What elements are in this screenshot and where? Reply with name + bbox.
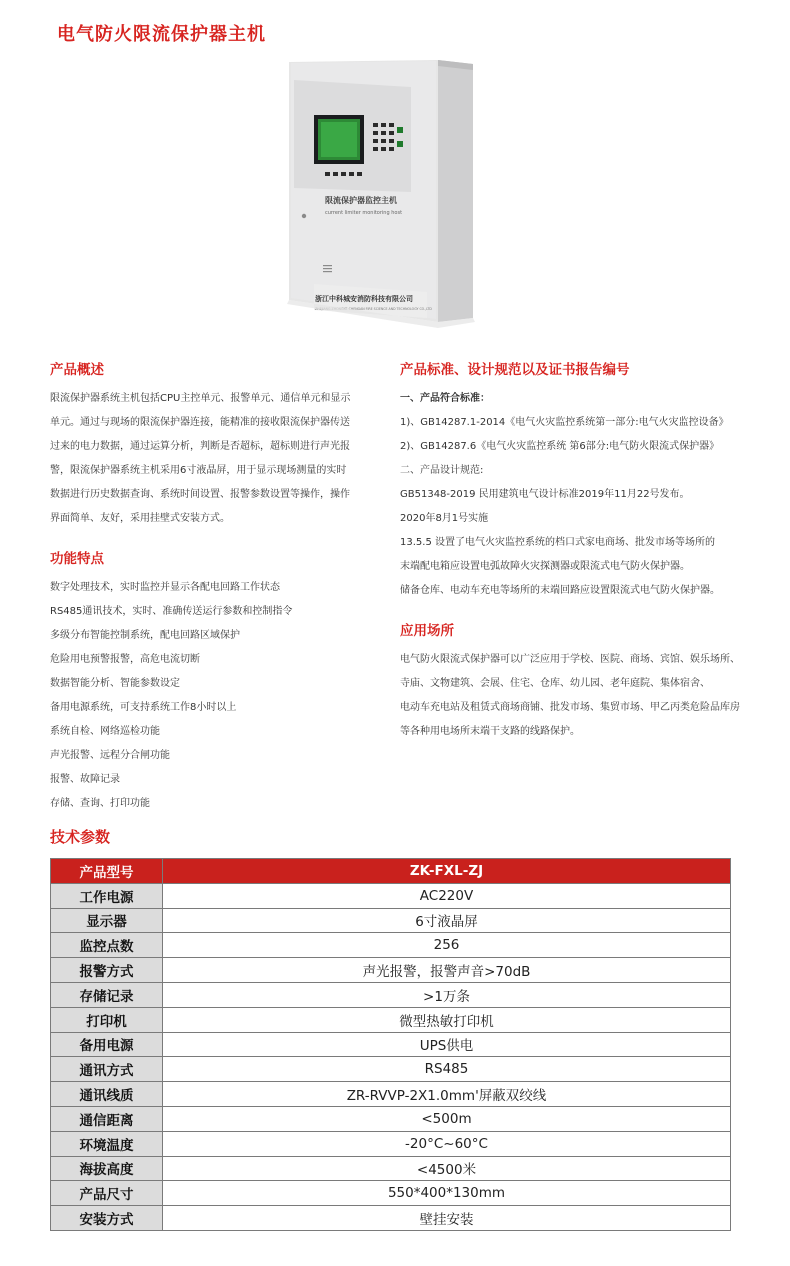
page-title: 电气防火限流保护器主机 [57,24,266,45]
spec-key: 通信距离 [51,1106,163,1131]
standards-line: 13.5.5 设置了电气火灾监控系统的档口式家电商场、批发市场等场所的 [400,537,715,548]
spec-key: 工作电源 [51,883,163,908]
applications-title: 应用场所 [400,623,454,639]
spec-value: RS485 [163,1057,731,1082]
overview-line: 警，限流保护器系统主机采用6寸液晶屏，用于显示现场测量的实时 [50,465,347,476]
spec-key: 备用电源 [51,1032,163,1057]
table-row [51,1057,731,1082]
spec-key: 通讯线质 [51,1082,163,1107]
table-row [51,1106,731,1131]
feature-item: 存储、查询、打印功能 [50,798,150,809]
applications-line: 电动车充电站及租赁式商场商铺、批发市场、集贸市场、甲乙丙类危险品库房 [400,702,740,713]
spec-key: 环境温度 [51,1131,163,1156]
spec-value: AC220V [163,883,731,908]
table-row [51,1032,731,1057]
spec-key: 产品型号 [51,859,163,884]
spec-key: 显示器 [51,908,163,933]
table-row [51,859,731,884]
features-list [50,576,370,816]
tech-title: 技术参数 [50,828,111,846]
table-row [51,1131,731,1156]
spec-value: 声光报警，报警声音>70dB [163,958,731,983]
spec-key: 存储记录 [51,982,163,1007]
standards-line: 2)、GB14287.6《电气火灾监控系统 第6部分:电气防火限流式保护器》 [400,441,720,452]
applications-text [400,648,760,744]
overview-title: 产品概述 [50,362,104,378]
table-row [51,1082,731,1107]
applications-line: 电气防火限流式保护器可以广泛应用于学校、医院、商场、宾馆、娱乐场所、 [400,654,740,665]
spec-value: ZK-FXL-ZJ [163,859,731,884]
table-row [51,1181,731,1206]
spec-value: -20°C~60°C [163,1131,731,1156]
right-column [400,358,760,744]
applications-line: 寺庙、文物建筑、会展、住宅、仓库、幼儿园、老年庭院、集体宿舍、 [400,678,710,689]
feature-item: 报警、故障记录 [50,774,120,785]
spec-value: UPS供电 [163,1032,731,1057]
feature-item: 数据智能分析、智能参数设定 [50,678,180,689]
overview-text [50,387,370,531]
spec-value: 微型热敏打印机 [163,1007,731,1032]
spec-key: 监控点数 [51,933,163,958]
feature-item: 备用电源系统，可支持系统工作8小时以上 [50,702,237,713]
standards-line: 一、产品符合标准： [400,393,490,404]
table-row [51,958,731,983]
standards-line: 末端配电箱应设置电弧故障火灾探测器或限流式电气防火保护器。 [400,561,690,572]
door-lock [302,214,306,218]
overview-line: 过来的电力数据，通过运算分析，判断是否超标，超标则进行声光报 [50,441,350,452]
table-row [51,1007,731,1032]
feature-item: 系统自检、网络巡检功能 [50,726,160,737]
standards-line: 2020年8月1号实施 [400,513,489,524]
spec-key: 安装方式 [51,1206,163,1231]
spec-value: 壁挂安装 [163,1206,731,1231]
spec-value: <500m [163,1106,731,1131]
table-row [51,908,731,933]
standards-line: 储备仓库、电动车充电等场所的末端回路应设置限流式电气防火保护器。 [400,585,720,596]
cabinet-side [438,60,473,322]
spec-value: 256 [163,933,731,958]
spec-value: 6寸液晶屏 [163,908,731,933]
feature-item: 声光报警、远程分合闸功能 [50,750,170,761]
overview-line: 界面简单、友好，采用挂壁式安装方式。 [50,513,230,524]
table-row [51,933,731,958]
table-row [51,1156,731,1181]
overview-line: 限流保护器系统主机包括CPU主控单元、报警单元、通信单元和显示 [50,393,351,404]
brand-plate-en: ZHEJIANG ZHONGKE CHENGAN FIRE SCIENCE AND TECHNOLOGY CO.,LTD [315,307,432,311]
spec-table [50,858,731,1231]
spec-value: 550*400*130mm [163,1181,731,1206]
spec-key: 打印机 [51,1007,163,1032]
spec-value: ZR-RVVP-2X1.0mm'屏蔽双绞线 [163,1082,731,1107]
features-title: 功能特点 [50,551,104,567]
standards-line: 二、产品设计规范: [400,465,484,476]
feature-item: 危险用电预警报警，高危电流切断 [50,654,200,665]
feature-item: 数字处理技术，实时监控并显示各配电回路工作状态 [50,582,280,593]
standards-line: 1)、GB14287.1-2014《电气火灾监控系统第一部分:电气火灾监控设备》 [400,417,729,428]
overview-line: 数据进行历史数据查询、系统时间设置、报警参数设置等操作，操作 [50,489,350,500]
spec-value: <4500米 [163,1156,731,1181]
spec-key: 通讯方式 [51,1057,163,1082]
standards-line: GB51348-2019 民用建筑电气设计标准2019年11月22号发布。 [400,489,690,500]
standards-title: 产品标准、设计规范以及证书报告编号 [400,362,630,378]
panel-subtitle: current limiter monitoring host [325,210,403,216]
spec-key: 产品尺寸 [51,1181,163,1206]
spec-key: 报警方式 [51,958,163,983]
table-row [51,883,731,908]
left-column [50,358,370,816]
feature-item: 多级分布智能控制系统，配电回路区域保护 [50,630,240,641]
spec-value: >1万条 [163,982,731,1007]
spec-key: 海拔高度 [51,1156,163,1181]
speaker-grille [323,265,332,272]
overview-line: 单元。通过与现场的限流保护器连接，能精准的接收限流保护器传送 [50,417,350,428]
product-image [285,60,607,350]
brand-plate: 浙江中科城安消防科技有限公司 [315,295,413,303]
table-row [51,982,731,1007]
feature-item: RS485通讯技术，实时、准确传送运行参数和控制指令 [50,606,293,617]
applications-line: 等各种用电场所末端干支路的线路保护。 [400,726,580,737]
panel-title: 限流保护器监控主机 [325,196,397,205]
standards-text [400,387,760,603]
table-row [51,1206,731,1231]
